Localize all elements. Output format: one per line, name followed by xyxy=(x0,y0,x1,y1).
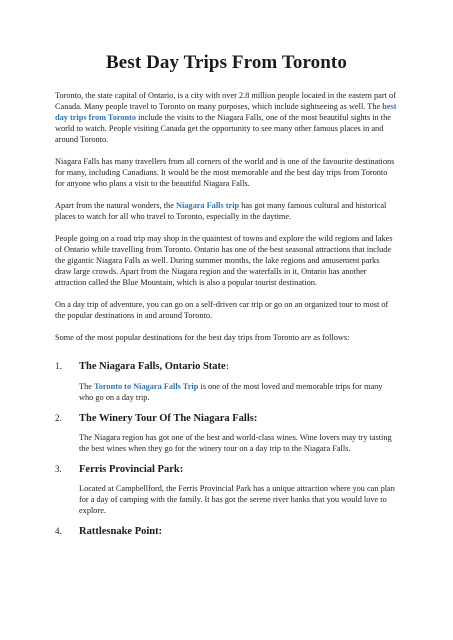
list-item-body: The Niagara region has got one of the best and world-class wines. Wine lovers may try tasting the best wines when they go for the winery tour on a day trip to the Niagara Falls. xyxy=(79,433,392,453)
natural-wonders-after: has got many famous cultural and historical places to watch for all who travel to Toronto, especially in the daytime. xyxy=(55,201,387,221)
natural-wonders-paragraph xyxy=(55,200,398,222)
list-item xyxy=(55,464,398,516)
list-item-number: 4. xyxy=(55,526,62,536)
niagara-falls-trip-link[interactable]: Niagara Falls trip xyxy=(175,201,240,210)
destinations-list xyxy=(55,354,398,537)
list-item-heading xyxy=(55,413,398,424)
destinations-intro-paragraph: Some of the most popular destinations for the best day trips from Toronto are as follows: xyxy=(55,333,350,342)
niagara-paragraph: Niagara Falls has many travellers from all corners of the world and is one of the favourite destinations for many, including Canadians. It would be the most memorable and the best day trips from Toronto for anyone who plans a visit to the beautiful Niagara Falls. xyxy=(55,157,395,188)
intro-paragraph xyxy=(55,90,398,145)
list-item-heading xyxy=(55,354,398,373)
list-item-heading xyxy=(55,464,398,475)
adventure-paragraph: On a day trip of adventure, you can go on a self-driven car trip or go on an organized tour to most of the popular destinations in and around Toronto. xyxy=(55,300,389,320)
list-item xyxy=(55,354,398,403)
list-item-body xyxy=(79,381,398,403)
list-item-title: The Niagara Falls, Ontario State xyxy=(79,361,226,372)
best-day-trips-link[interactable]: best day trips from Toronto xyxy=(55,102,397,122)
list-item-heading xyxy=(55,526,398,537)
natural-wonders-before: Apart from the natural wonders, the xyxy=(55,201,176,210)
list-item-title: Ferris Provincial Park: xyxy=(79,464,184,475)
list-item-body: Located at Campbellford, the Ferris Provincial Park has a unique attraction where you can plan for a day of camping with the family. It has got the serene river banks that you would love to explore. xyxy=(79,484,395,515)
list-item-number: 1. xyxy=(55,361,62,371)
list-item-number: 3. xyxy=(55,464,62,474)
list-item-body-before: The xyxy=(79,382,94,391)
intro-text-before: Toronto, the state capital of Ontario, is a city with over 2.8 million people located in the eastern part of Canada. Many people travel to Toronto on many purposes, which include sightseeing as well. The xyxy=(55,91,396,111)
list-item-title-suffix: : xyxy=(225,361,230,372)
list-item xyxy=(55,413,398,454)
list-item-title: The Winery Tour Of The Niagara Falls: xyxy=(79,413,258,424)
list-item-body-after: is one of the most loved and memorable trips for many who go on a day trip. xyxy=(79,382,383,402)
intro-text-after: include the visits to the Niagara Falls, one of the most beautiful sights in the world to watch. People visiting Canada get the opportunity to see many other famous places in and around Toronto. xyxy=(55,113,391,144)
list-item-title-wrap xyxy=(79,354,229,373)
list-item-number: 2. xyxy=(55,413,62,423)
list-item-title: Rattlesnake Point: xyxy=(79,526,163,537)
road-trip-paragraph: People going on a road trip may shop in the quaintest of towns and explore the wild regions and lakes of Ontario while travelling from Toronto. Ontario has one of the best seasonal attractions that include the gigantic Niagara Falls as well. During summer months, the lake regions and amusement parks draw large crowds. Apart from the Niagara region and the waterfalls in it, Ontario has another attraction called the Blue Mountain, which is also a popular tourist destination. xyxy=(55,234,393,287)
page-title: Best Day Trips From Toronto xyxy=(106,52,347,73)
toronto-to-niagara-link[interactable]: Toronto to Niagara Falls Trip xyxy=(93,382,199,391)
list-item xyxy=(55,526,398,537)
